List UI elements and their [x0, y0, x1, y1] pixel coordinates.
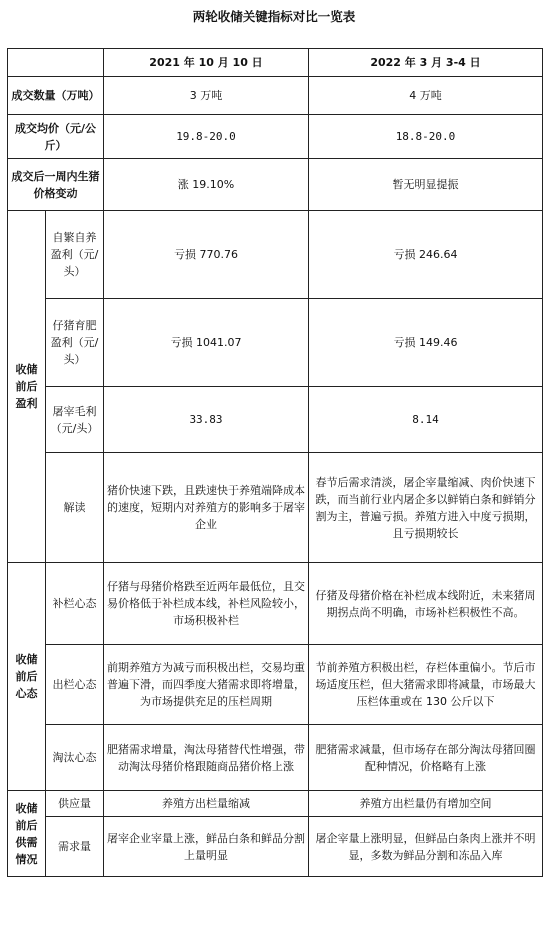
- interpretation-2022: 春节后需求清淡，屠企宰量缩减、肉价快速下跌，而当前行业内屠企多以鲜销白条和鲜销分割为主，普遍亏损。养殖方进入中度亏损期，且亏损期较长: [309, 453, 543, 563]
- label-profit-piglet: 仔猪育肥盈利（元/头）: [46, 299, 104, 387]
- label-volume: 成交数量（万吨）: [8, 77, 104, 115]
- label-restock: 补栏心态: [46, 563, 104, 645]
- price-2021: 19.8-20.0: [104, 115, 309, 159]
- row-profit-piglet: [8, 299, 543, 387]
- profit-self-2022: 亏损 246.64: [309, 211, 543, 299]
- label-price: 成交均价（元/公斤）: [8, 115, 104, 159]
- cull-2021: 肥猪需求增量，淘汰母猪替代性增强，带动淘汰母猪价格跟随商品猪价格上涨: [104, 725, 309, 791]
- header-row: [8, 49, 543, 77]
- profit-piglet-2022: 亏损 149.46: [309, 299, 543, 387]
- cull-2022: 肥猪需求减量，但市场存在部分淘汰母猪回圈配种情况，价格略有上涨: [309, 725, 543, 791]
- group-mindset: 收储前后心态: [8, 563, 46, 791]
- row-week-change: [8, 159, 543, 211]
- comparison-table: [7, 48, 543, 877]
- supply-2021: 养殖方出栏量缩减: [104, 791, 309, 817]
- sell-2022: 节前养殖方积极出栏，存栏体重偏小。节后市场适度压栏，但大猪需求即将减量，市场最大压栏体重或在 130 公斤以下: [309, 645, 543, 725]
- row-price: [8, 115, 543, 159]
- profit-piglet-2021: 亏损 1041.07: [104, 299, 309, 387]
- restock-2021: 仔猪与母猪价格跌至近两年最低位，且交易价格低于补栏成本线，补栏风险较小，市场积极补栏: [104, 563, 309, 645]
- row-volume: [8, 77, 543, 115]
- sell-2021: 前期养殖方为减亏而积极出栏，交易均重普遍下滑，而四季度大猪需求即将增量，为市场提供充足的压栏周期: [104, 645, 309, 725]
- week-change-2021: 涨 19.10%: [104, 159, 309, 211]
- profit-slaughter-2022: 8.14: [309, 387, 543, 453]
- demand-2021: 屠宰企业宰量上涨，鲜品白条和鲜品分割上量明显: [104, 817, 309, 877]
- week-change-2022: 暂无明显提振: [309, 159, 543, 211]
- row-interpretation: [8, 453, 543, 563]
- header-date-2022: 2022 年 3 月 3-4 日: [309, 49, 543, 77]
- price-2022: 18.8-20.0: [309, 115, 543, 159]
- label-profit-self: 自繁自养盈利（元/头）: [46, 211, 104, 299]
- row-supply: [8, 791, 543, 817]
- row-profit-self: [8, 211, 543, 299]
- row-mind-sell: [8, 645, 543, 725]
- label-interpretation: 解读: [46, 453, 104, 563]
- volume-2021: 3 万吨: [104, 77, 309, 115]
- row-mind-restock: [8, 563, 543, 645]
- label-sell: 出栏心态: [46, 645, 104, 725]
- group-supply-demand: 收储前后供需情况: [8, 791, 46, 877]
- label-week-change: 成交后一周内生猪价格变动: [8, 159, 104, 211]
- row-profit-slaughter: [8, 387, 543, 453]
- profit-self-2021: 亏损 770.76: [104, 211, 309, 299]
- volume-2022: 4 万吨: [309, 77, 543, 115]
- row-demand: [8, 817, 543, 877]
- header-corner: [8, 49, 104, 77]
- restock-2022: 仔猪及母猪价格在补栏成本线附近，未来猪周期拐点尚不明确，市场补栏积极性不高。: [309, 563, 543, 645]
- label-profit-slaughter: 屠宰毛利（元/头）: [46, 387, 104, 453]
- group-profit: 收储前后盈利: [8, 211, 46, 563]
- header-date-2021: 2021 年 10 月 10 日: [104, 49, 309, 77]
- label-supply: 供应量: [46, 791, 104, 817]
- interpretation-2021: 猪价快速下跌，且跌速快于养殖端降成本的速度，短期内对养殖方的影响多于屠宰企业: [104, 453, 309, 563]
- profit-slaughter-2021: 33.83: [104, 387, 309, 453]
- demand-2022: 屠企宰量上涨明显，但鲜品白条肉上涨并不明显，多数为鲜品分割和冻品入库: [309, 817, 543, 877]
- label-demand: 需求量: [46, 817, 104, 877]
- table-title: 两轮收储关键指标对比一览表: [192, 9, 356, 24]
- label-cull: 淘汰心态: [46, 725, 104, 791]
- supply-2022: 养殖方出栏量仍有增加空间: [309, 791, 543, 817]
- row-mind-cull: [8, 725, 543, 791]
